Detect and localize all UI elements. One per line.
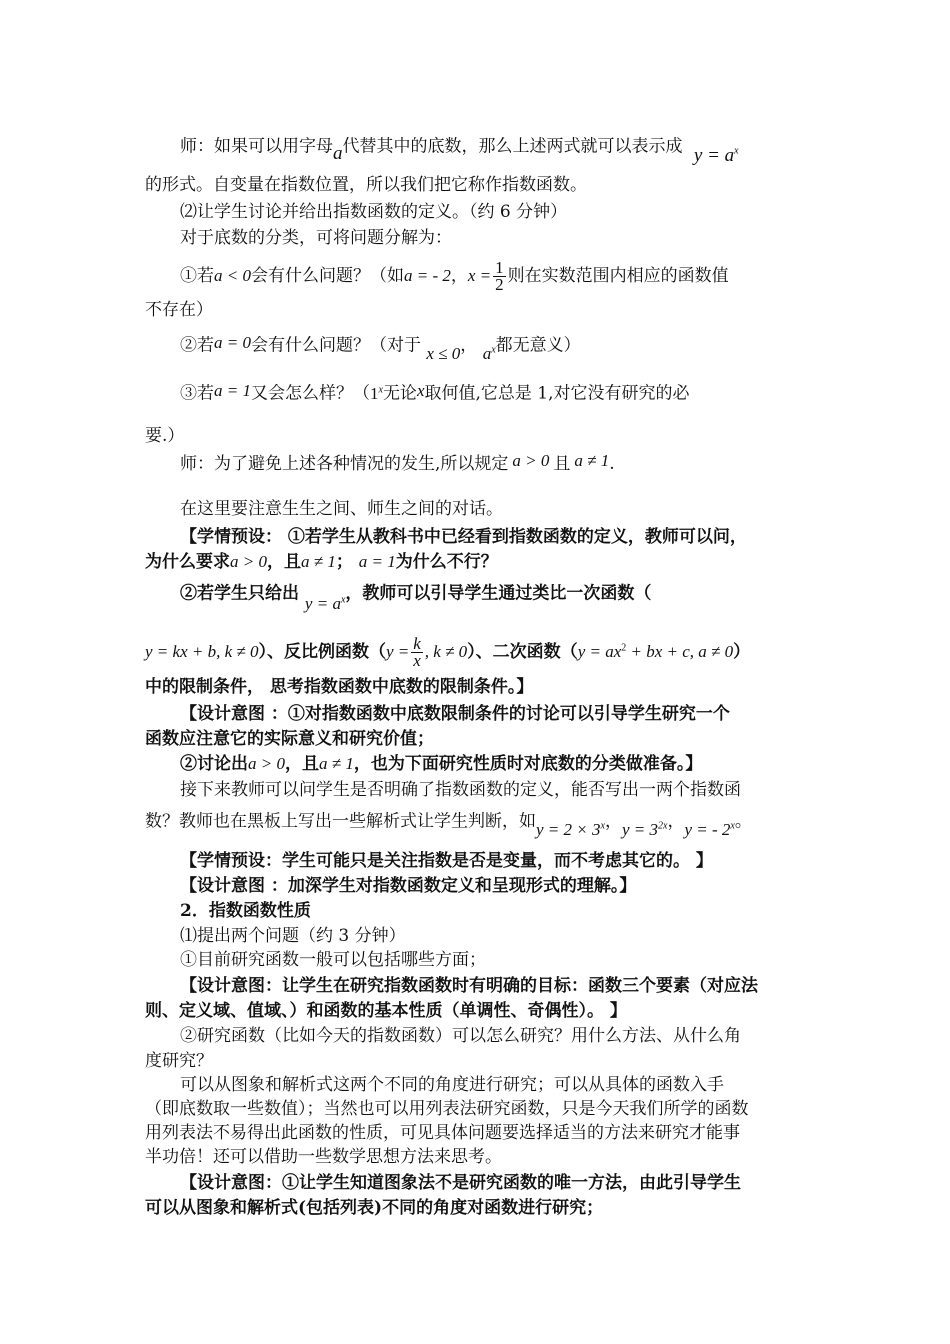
math-a-eq-0: a = 0 (214, 332, 251, 352)
paragraph-teacher-rule: 师：为了避免上述各种情况的发生,所以规定 a > 0 且 a ≠ 1. (180, 451, 615, 474)
question-1: ①目前研究函数一般可以包括哪些方面； (180, 950, 486, 970)
paragraph-discussion: ⑵让学生讨论并给出指数函数的定义。（约 6 分钟） (180, 202, 568, 222)
paragraph-dialogue-note: 在这里要注意生生之间、师生之间的对话。 (180, 499, 503, 519)
case-1-continued: 不存在） (145, 300, 213, 320)
case-3: ③若a = 1又会怎么样？（1$^x$无论x取何值,它总是 1,对它没有研究的必 (180, 380, 690, 404)
math-a-eq-1: a = 1 (214, 380, 251, 400)
student-preset-2-end: 中的限制条件， 思考指数函数中底数的限制条件。】 (145, 677, 534, 697)
math-a-lt-0: a < 0 (214, 266, 251, 285)
design-intent-4: 【设计意图：让学生在研究指数函数时有明确的目标：函数三个要素（对应法 (180, 976, 758, 996)
fraction-k-over-x: $\frac{k}{x}$ (413, 634, 421, 670)
math-a: a (333, 143, 343, 165)
section-heading-properties: 2．指数函数性质 (180, 901, 311, 921)
math-a-x: $a^x$ (482, 343, 496, 363)
math-x-le-0: x ≤ 0 (426, 343, 461, 363)
paragraph-research-3: 用列表法不易得出此函数的性质，可见具体问题要选择适当的方法来研究才能事 (145, 1123, 740, 1143)
student-preset-1-continued: 为什么要求a > 0，且a ≠ 1； a = 1为什么不行？ (145, 552, 498, 572)
case-2: ②若a = 0会有什么问题？（对于 x ≤ 0， $a^x$都无意义） (180, 332, 581, 363)
design-intent-5: 【设计意图：①让学生知道图象法不是研究函数的唯一方法，由此引导学生 (180, 1173, 741, 1193)
design-intent-1: 【设计意图 ：①对指数函数中底数限制条件的讨论可以引导学生研究一个 (180, 704, 730, 724)
paragraph-research-4: 半功倍！还可以借助一些数学思想方法来思考。 (145, 1147, 502, 1167)
design-intent-4-continued: 则、定义域、值域、）和函数的基本性质（单调性、奇偶性）。 】 (145, 1001, 627, 1021)
math-y-ax: $y = a^x$ (304, 593, 346, 613)
case-3-continued: 要.） (145, 426, 185, 446)
math-linear: y = kx + b, k ≠ 0 (145, 642, 259, 661)
paragraph-research-1: 可以从图象和解析式这两个不同的角度进行研究；可以从具体的函数入手 (180, 1075, 724, 1095)
student-preset-1: 【学情预设： ①若学生从教科书中已经看到指数函数的定义，教师可以问， (180, 527, 747, 547)
student-preset-2: ②若学生只给出 $y = a^x$，教师可以引导学生通过类比一次函数（ (180, 583, 652, 613)
design-intent-5-continued: 可以从图象和解析式(包括列表)不同的角度对函数进行研究； (145, 1198, 604, 1218)
text: 代替其中的底数，那么上述两式就可以表示成 (342, 136, 683, 157)
paragraph-teacher-intro (180, 130, 739, 167)
design-intent-1-continued: 函数应注意它的实际意义和研究价值； (145, 729, 434, 749)
question-2: ②研究函数（比如今天的指数函数）可以怎么研究？用什么方法、从什么角 (180, 1026, 741, 1046)
case-1: ①若a < 0会有什么问题？（如a = - 2，x = $\frac{1}{2}$ 则在实数范围内相应的函数值 (180, 258, 729, 294)
math-a-gt-0: a > 0 (512, 451, 550, 470)
student-preset-3: 【学情预设：学生可能只是关注指数是否是变量，而不考虑其它的。 】 (180, 851, 713, 871)
paragraph-base-classification: 对于底数的分类，可将问题分解为： (180, 228, 452, 248)
math-y-ax: $y = a^x$ (693, 145, 739, 167)
question-2-continued: 度研究？ (145, 1051, 213, 1071)
paragraph-two-questions: ⑴提出两个问题（约 3 分钟） (180, 926, 406, 946)
design-intent-2: ②讨论出a > 0，且a ≠ 1，也为下面研究性质时对底数的分类做准备。】 (180, 754, 703, 774)
math-1-x: 1$^x$ (369, 383, 383, 403)
function-examples-line: y = kx + b, k ≠ 0）、反比例函数（y = $\frac{k}{x}$ , k ≠ 0）、二次函数（$y = ax^2$ + bx + c, a ≠ 0） (145, 634, 751, 670)
paragraph-function-form: 的形式。自变量在指数位置，所以我们把它称作指数函数。 (145, 175, 587, 195)
math-quadratic: $y = ax^2$ + bx + c, a ≠ 0 (577, 642, 734, 661)
math-a-ne-1: a ≠ 1 (574, 451, 610, 470)
paragraph-ask-students: 接下来教师可以问学生是否明确了指数函数的定义，能否写出一两个指数函 (180, 780, 741, 800)
math-example-2: $y = 3^{2x}$ (621, 819, 668, 839)
math-a-eq-neg2: a = - 2 (403, 266, 451, 285)
paragraph-blackboard-examples: 数？教师也在黑板上写出一些解析式让学生判断，如$y = 2 \times 3^x$，$y = 3^{2x}$，y = - 2$^x$。 (145, 811, 752, 839)
math-example-3: y = - 2$^x$ (684, 819, 735, 839)
fraction-one-half: $\frac{1}{2}$ (495, 258, 504, 294)
paragraph-research-2: （即底数取一些数值）；当然也可以用列表法研究函数，只是今天我们所学的函数 (145, 1099, 749, 1119)
math-example-1: $y = 2 \times 3^x$ (536, 819, 605, 839)
design-intent-3: 【设计意图 ：加深学生对指数函数定义和呈现形式的理解。】 (180, 876, 637, 896)
text: 师：如果可以用字母 (180, 136, 333, 157)
